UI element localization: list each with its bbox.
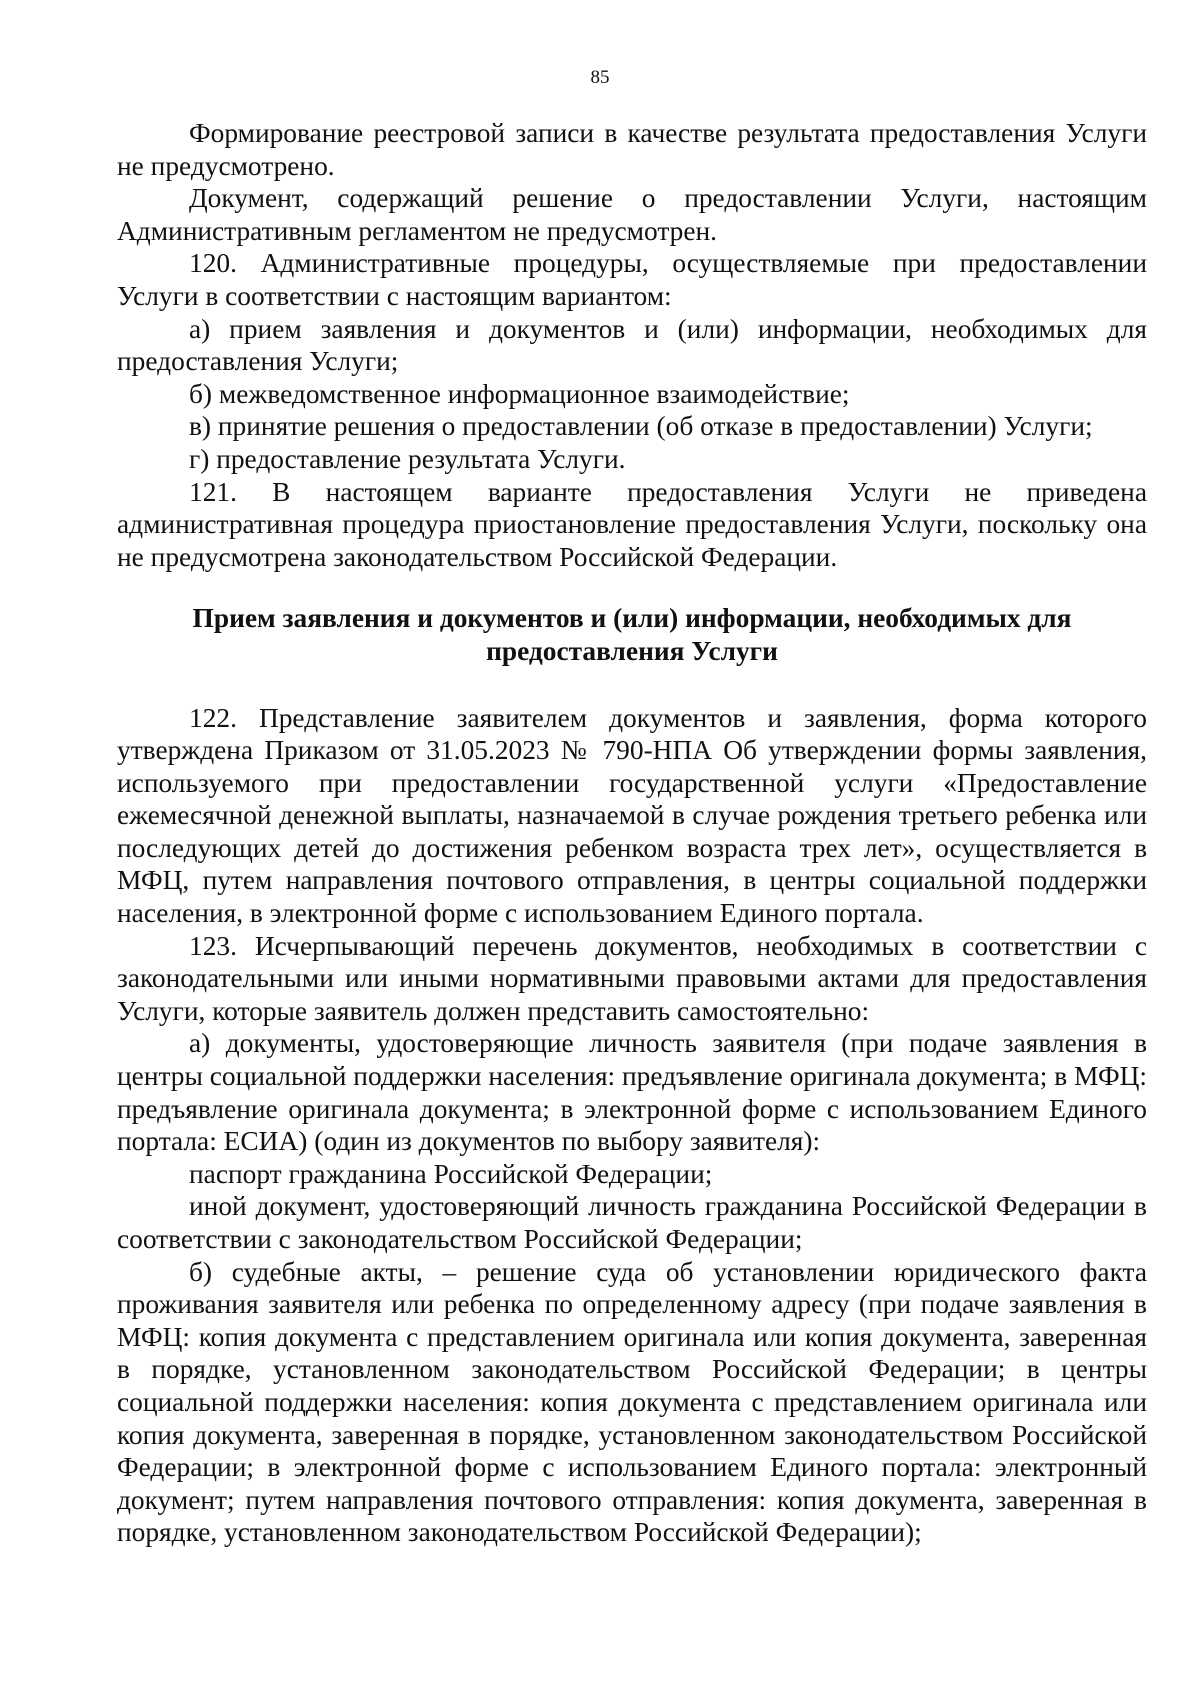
paragraph-122: 122. Представление заявителем документов и заявления, форма которого утверждена Приказом от 31.05.2023 № 790-НПА Об утверждении формы заявления, используемого при предоставлении государственной услуги «Предоставление ежемесячной денежной выплаты, назначаемой в случае рождения третьего ребенка или последующих детей до достижения ребенком возраста трех лет», осуществляется в МФЦ, путем направления почтового отправления, в центры социальной поддержки населения, в электронной форме с использованием Единого портала. xyxy=(117,702,1147,929)
list-item-other-id: иной документ, удостоверяющий личность гражданина Российской Федерации в соответствии с законодательством Российской Федерации; xyxy=(117,1191,1147,1254)
paragraph-decision-document: Документ, содержащий решение о предоставлении Услуги, настоящим Административным регламентом не предусмотрен. xyxy=(117,183,1147,246)
list-item-120-v: в) принятие решения о предоставлении (об отказе в предоставлении) Услуги; xyxy=(189,411,1093,442)
list-item-123-a: а) документы, удостоверяющие личность заявителя (при подаче заявления в центры социальной поддержки населения: предъявление оригинала документа; в МФЦ: предъявление оригинала документа; в электронной форме с использованием Единого портала: ЕСИА) (один из документов по выбору заявителя): xyxy=(117,1028,1147,1157)
section-heading-line-1: Прием заявления и документов и (или) информации, необходимых для xyxy=(192,603,1072,634)
paragraph-120: 120. Административные процедуры, осуществляемые при предоставлении Услуги в соответствии с настоящим вариантом: xyxy=(117,248,1147,311)
paragraph-121: 121. В настоящем варианте предоставления Услуги не приведена административная процедура приостановление предоставления Услуги, поскольку она не предусмотрена законодательством Российской Федерации. xyxy=(117,476,1147,572)
list-item-120-g: г) предоставление результата Услуги. xyxy=(189,443,626,474)
list-item-120-a: а) прием заявления и документов и (или) информации, необходимых для предоставления Услуги; xyxy=(117,313,1147,377)
list-item-120-b: б) межведомственное информационное взаимодействие; xyxy=(189,378,850,409)
section-heading-line-2: предоставления Услуги xyxy=(486,635,778,666)
section-heading xyxy=(117,602,1147,667)
document-body xyxy=(117,117,1147,1549)
list-item-passport: паспорт гражданина Российской Федерации; xyxy=(189,1158,713,1189)
page-number: 85 xyxy=(590,67,610,88)
paragraph-registry-record: Формирование реестровой записи в качестве результата предоставления Услуги не предусмотрено. xyxy=(117,118,1147,181)
list-item-123-b: б) судебные акты, – решение суда об установлении юридического факта проживания заявителя или ребенка по определенному адресу (при подаче заявления в МФЦ: копия документа с представлением оригинала или копия документа, заверенная в порядке, установленном законодательством Российской Федерации; в центры социальной поддержки населения: копия документа с представлением оригинала или копия документа, заверенная в порядке, установленном законодательством Российской Федерации; в электронной форме с использованием Единого портала: электронный документ; путем направления почтового отправления: копия документа, заверенная в порядке, установленном законодательством Российской Федерации); xyxy=(117,1256,1147,1548)
paragraph-123: 123. Исчерпывающий перечень документов, необходимых в соответствии с законодательными или иными нормативными правовыми актами для предоставления Услуги, которые заявитель должен представить самостоятельно: xyxy=(117,930,1147,1026)
